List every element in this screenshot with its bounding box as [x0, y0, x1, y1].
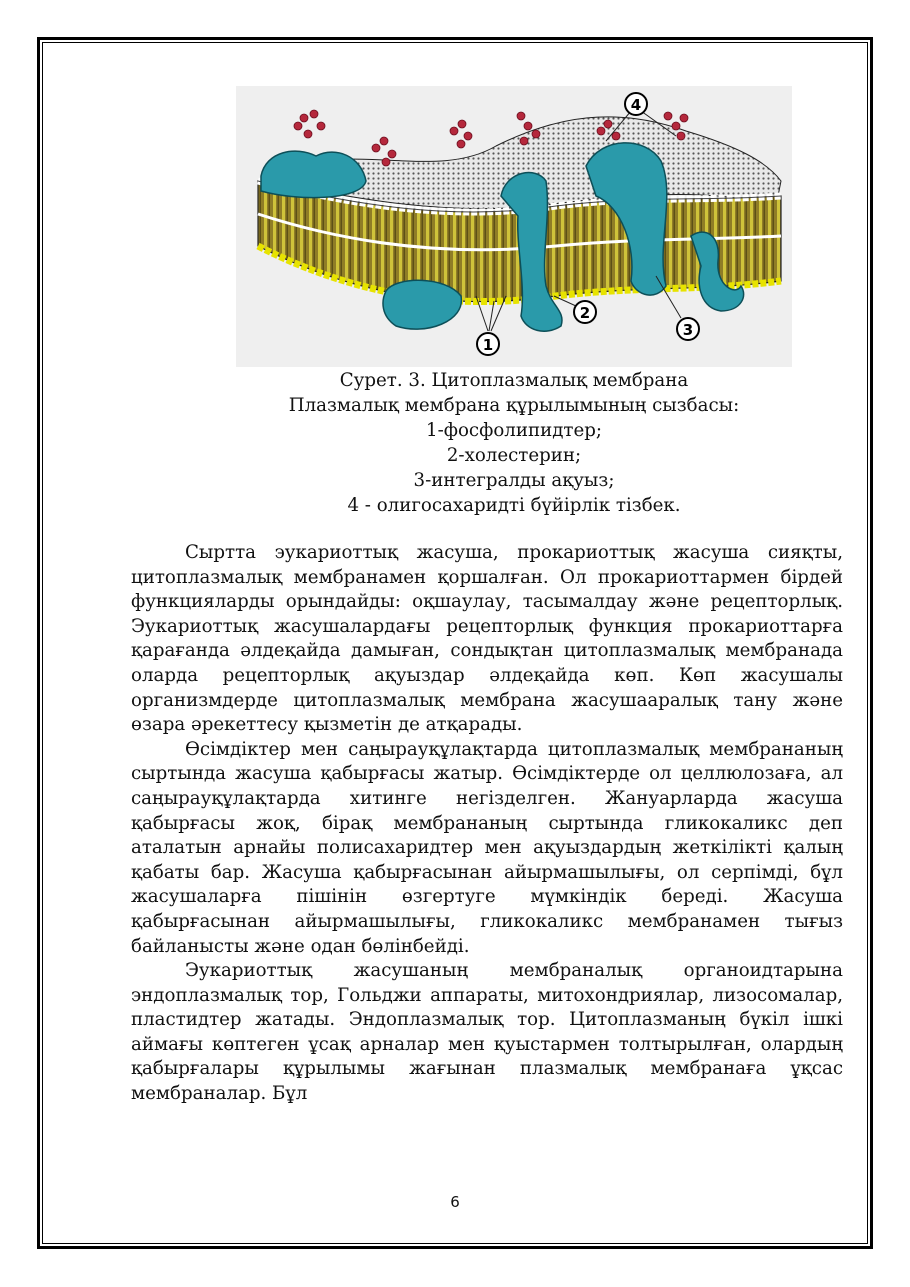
figure-caption [236, 368, 792, 518]
paragraph: Өсімдіктер мен саңырауқұлақтарда цитоплазмалық мембрананың сыртында жасуша қабырғасы жатыр. Өсімдіктерде ол целлюлозаға, ал саңырауқұлақтарда хитинге негізделген. Жануарларда жасуша қабырғасы жоқ, бірақ мембрананың сыртында гликокаликс деп аталатын арнайы полисахаридтер мен ақуыздардың жеткілікті қалың қабаты бар. Жасуша қабырғасынан айырмашылығы, ол серпімді, бұл жасушаларға пішінін өзгертуге мүмкіндік береді. Жасуша қабырғасынан айырмашылығы, гликокаликс мембранамен тығыз байланысты және одан бөлінбейді. [131, 738, 843, 957]
callout-2 [574, 301, 596, 323]
caption-subtitle: Плазмалық мембрана құрылымының сызбасы: [288, 395, 740, 416]
caption-item-3: 3-интегралды ақуыз; [413, 470, 615, 491]
svg-text:2: 2 [579, 304, 591, 322]
paragraph: Сыртта эукариоттық жасуша, прокариоттық жасуша сияқты, цитоплазмалық мембранамен қоршалған. Ол прокариоттармен бірдей функцияларды орындайды: оқшаулау, тасымалдау және рецепторлық. Эукариоттық жасушалардағы рецепторлық функция прокариоттарға қарағанда әлдеқайда дамыған, сондықтан цитоплазмалық мембранада оларда рецепторлық ақуыздар әлдеқайда көп. Көп жасушалы организмдерде цитоплазмалық мембрана жасушааралық тану және өзара әрекеттесу қызметін де атқарады. [131, 542, 843, 736]
membrane-diagram-svg [236, 86, 792, 367]
callout-1 [477, 333, 499, 355]
paragraph: Эукариоттық жасушаның мембраналық органоидтарына эндоплазмалық тор, Гольджи аппараты, митохондриялар, лизосомалар, пластидтер жатады. Эндоплазмалық тор. Цитоплазманың бүкіл ішкі аймағы көптеген ұсақ арналар мен қуыстармен толтырылған, олардың қабырғалары құрылымы жағынан плазмалық мембранаға ұқсас мембраналар. Бұл [131, 960, 843, 1105]
callout-3 [677, 318, 699, 340]
caption-title: Сурет. 3. Цитоплазмалық мембрана [339, 370, 689, 391]
svg-text:1: 1 [482, 336, 494, 354]
svg-text:3: 3 [682, 321, 694, 339]
svg-text:4: 4 [630, 96, 642, 114]
peripheral-protein-bottom [383, 280, 461, 329]
callout-4 [625, 93, 647, 115]
page-number: 6 [450, 1193, 460, 1211]
caption-item-1: 1-фосфолипидтер; [426, 420, 602, 441]
body-text [131, 541, 843, 1107]
caption-item-2: 2-холестерин; [446, 445, 582, 466]
peripheral-protein-left [261, 151, 366, 197]
membrane-figure [236, 86, 792, 367]
caption-item-4: 4 - олигосахаридті бүйірлік тізбек. [347, 495, 681, 516]
